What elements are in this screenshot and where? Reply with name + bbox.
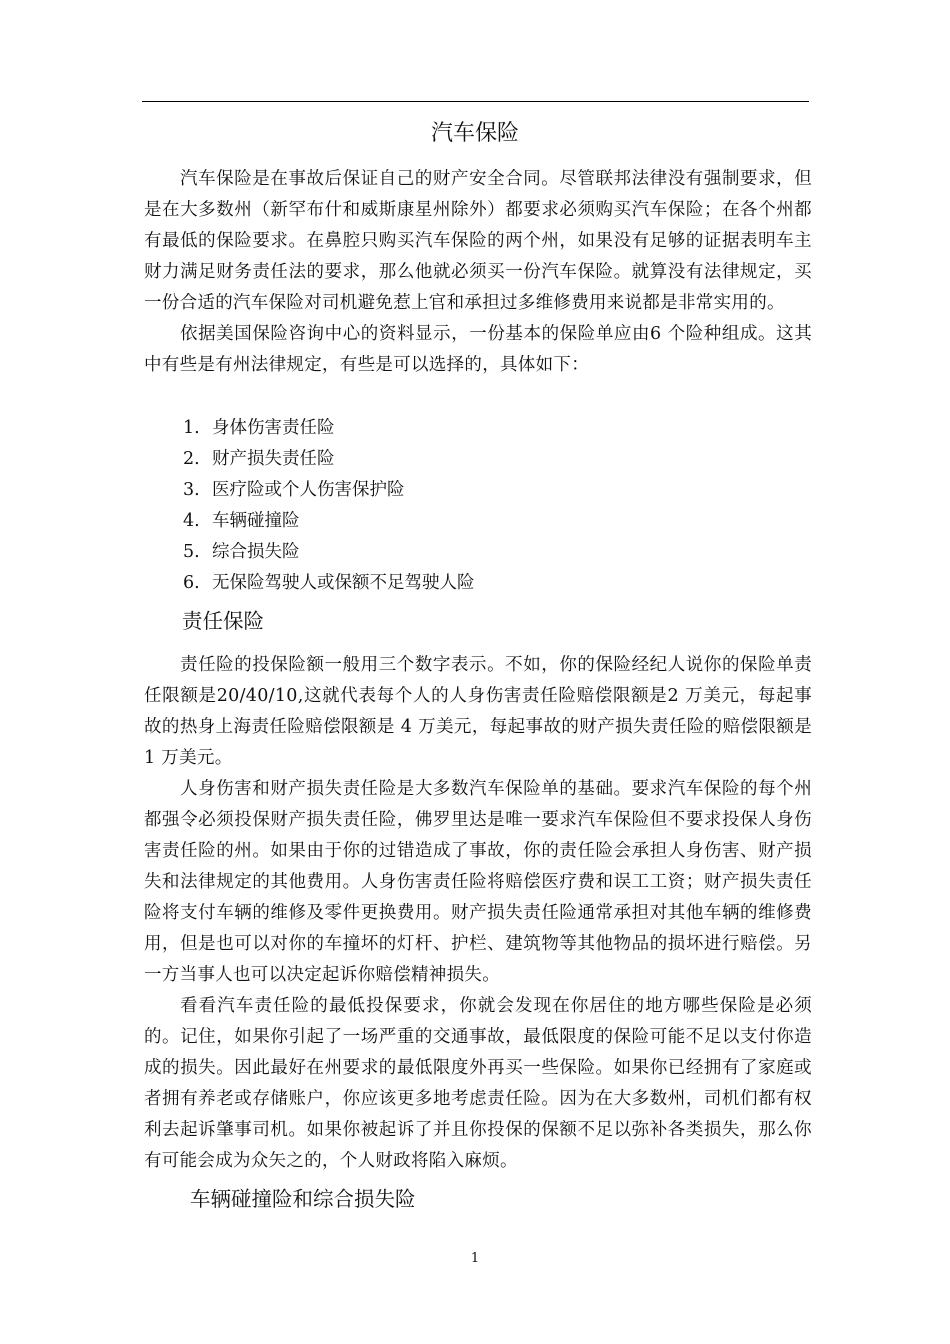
list-text: 综合损失险: [212, 542, 300, 562]
list-text: 身体伤害责任险: [212, 418, 335, 438]
list-number: 2.: [183, 449, 200, 469]
list-item: [183, 413, 475, 444]
paragraph: 责任险的投保险额一般用三个数字表示。不如，你的保险经纪人说你的保险单责任限额是20/40/10,这就代表每个人的人身伤害责任险赔偿限额是2 万美元，每起事故的热身上海责任险赔偿限额是 4 万美元，每起事故的财产损失责任险的赔偿限额是 1 万美元。: [144, 655, 812, 768]
list-number: 6.: [183, 573, 200, 593]
list-number: 5.: [183, 542, 200, 562]
paragraph: 依据美国保险咨询中心的资料显示，一份基本的保险单应由6 个险种组成。这其中有些是有州法律规定，有些是可以选择的，具体如下：: [144, 324, 812, 375]
list-number: 3.: [183, 480, 200, 500]
list-item: [183, 568, 475, 599]
list-text: 无保险驾驶人或保额不足驾驶人险: [212, 573, 475, 593]
header-rule: [142, 101, 809, 102]
paragraph: 看看汽车责任险的最低投保要求，你就会发现在你居住的地方哪些保险是必须的。记住，如果你引起了一场严重的交通事故，最低限度的保险可能不足以支付你造成的损失。因此最好在州要求的最低限度外再买一些保险。如果你已经拥有了家庭或者拥有养老或存储账户，你应该更多地考虑责任险。因为在大多数州，司机们都有权利去起诉肇事司机。如果你被起诉了并且你投保的保额不足以弥补各类损失，那么你有可能会成为众矢之的，个人财政将陷入麻烦。: [144, 996, 812, 1171]
list-number: 1.: [183, 418, 200, 438]
list-item: [183, 444, 475, 475]
list-item: [183, 475, 475, 506]
coverage-list: [183, 413, 475, 599]
list-item: [183, 506, 475, 537]
paragraph: 人身伤害和财产损失责任险是大多数汽车保险单的基础。要求汽车保险的每个州都强令必须投保财产损失责任险，佛罗里达是唯一要求汽车保险但不要求投保人身伤害责任险的州。如果由于你的过错造成了事故，你的责任险会承担人身伤害、财产损失和法律规定的其他费用。人身伤害责任险将赔偿医疗费和误工工资；财产损失责任险将支付车辆的维修及零件更换费用。财产损失责任险通常承担对其他车辆的维修费用，但是也可以对你的车撞坏的灯杆、护栏、建筑物等其他物品的损坏进行赔偿。另一方当事人也可以决定起诉你赔偿精神损失。: [144, 779, 812, 985]
list-text: 车辆碰撞险: [212, 511, 300, 531]
list-item: [183, 537, 475, 568]
list-number: 4.: [183, 511, 200, 531]
list-text: 医疗险或个人伤害保护险: [212, 480, 405, 500]
paragraph: 汽车保险是在事故后保证自己的财产安全合同。尽管联邦法律没有强制要求，但是在大多数州（新罕布什和威斯康星州除外）都要求必须购买汽车保险；在各个州都有最低的保险要求。在鼻腔只购买汽车保险的两个州，如果没有足够的证据表明车主财力满足财务责任法的要求，那么他就必须买一份汽车保险。就算没有法律规定，买一份合适的汽车保险对司机避免惹上官和承担过多维修费用来说都是非常实用的。: [144, 169, 812, 313]
intro-section: [144, 164, 812, 381]
document-title: 汽车保险: [430, 121, 519, 146]
page-number: 1: [470, 1251, 480, 1266]
liability-section: [144, 650, 812, 1177]
section-heading-collision: 车辆碰撞险和综合损失险: [190, 1187, 416, 1211]
list-text: 财产损失责任险: [212, 449, 335, 469]
section-heading-liability: 责任保险: [182, 609, 264, 633]
